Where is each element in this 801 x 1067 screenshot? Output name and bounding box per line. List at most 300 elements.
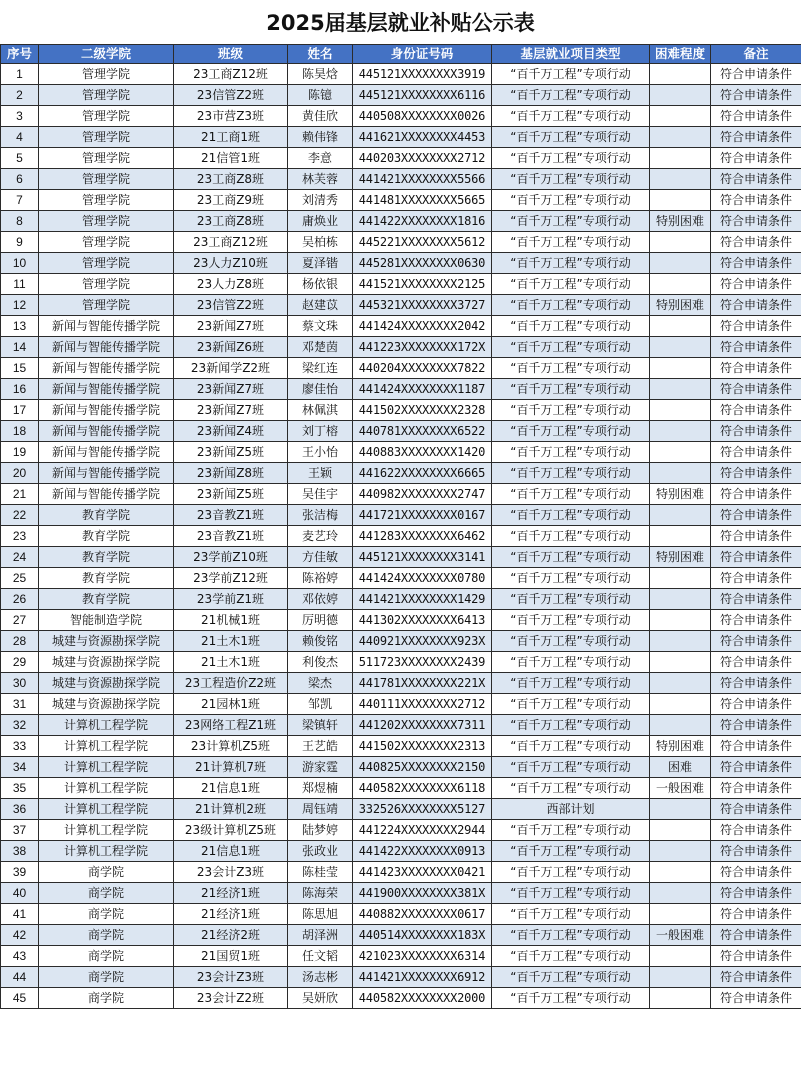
- cell-name[interactable]: 梁镇轩: [288, 715, 353, 736]
- cell-id-number[interactable]: 445121XXXXXXXX3141: [353, 547, 492, 568]
- cell-difficulty[interactable]: [650, 253, 711, 274]
- cell-college[interactable]: 教育学院: [39, 526, 174, 547]
- cell-name[interactable]: 吴妍欣: [288, 988, 353, 1009]
- cell-project-type[interactable]: “百千万工程”专项行动: [492, 316, 650, 337]
- cell-project-type[interactable]: “百千万工程”专项行动: [492, 946, 650, 967]
- cell-name[interactable]: 张政业: [288, 841, 353, 862]
- header-index[interactable]: 序号: [1, 45, 39, 64]
- cell-name[interactable]: 方佳敏: [288, 547, 353, 568]
- cell-difficulty[interactable]: [650, 463, 711, 484]
- cell-difficulty[interactable]: [650, 652, 711, 673]
- cell-project-type[interactable]: “百千万工程”专项行动: [492, 64, 650, 85]
- cell-id-number[interactable]: 421023XXXXXXXX6314: [353, 946, 492, 967]
- cell-index[interactable]: 27: [1, 610, 39, 631]
- cell-project-type[interactable]: “百千万工程”专项行动: [492, 778, 650, 799]
- cell-index[interactable]: 28: [1, 631, 39, 652]
- cell-project-type[interactable]: “百千万工程”专项行动: [492, 547, 650, 568]
- cell-class[interactable]: 23市营Z3班: [174, 106, 288, 127]
- cell-name[interactable]: 赖伟锋: [288, 127, 353, 148]
- cell-remarks[interactable]: 符合申请条件: [711, 253, 801, 274]
- cell-id-number[interactable]: 511723XXXXXXXX2439: [353, 652, 492, 673]
- cell-class[interactable]: 23学前Z10班: [174, 547, 288, 568]
- cell-difficulty[interactable]: [650, 589, 711, 610]
- cell-name[interactable]: 汤志彬: [288, 967, 353, 988]
- cell-college[interactable]: 城建与资源勘探学院: [39, 631, 174, 652]
- cell-name[interactable]: 李意: [288, 148, 353, 169]
- cell-name[interactable]: 周钰靖: [288, 799, 353, 820]
- cell-name[interactable]: 陈桂莹: [288, 862, 353, 883]
- cell-difficulty[interactable]: [650, 694, 711, 715]
- cell-difficulty[interactable]: 一般困难: [650, 778, 711, 799]
- cell-college[interactable]: 管理学院: [39, 169, 174, 190]
- cell-id-number[interactable]: 441424XXXXXXXX2042: [353, 316, 492, 337]
- cell-difficulty[interactable]: [650, 358, 711, 379]
- cell-project-type[interactable]: “百千万工程”专项行动: [492, 169, 650, 190]
- cell-id-number[interactable]: 441424XXXXXXXX0780: [353, 568, 492, 589]
- cell-college[interactable]: 管理学院: [39, 295, 174, 316]
- cell-project-type[interactable]: “百千万工程”专项行动: [492, 127, 650, 148]
- cell-college[interactable]: 商学院: [39, 946, 174, 967]
- cell-class[interactable]: 23信管Z2班: [174, 85, 288, 106]
- cell-college[interactable]: 计算机工程学院: [39, 841, 174, 862]
- cell-index[interactable]: 31: [1, 694, 39, 715]
- cell-remarks[interactable]: 符合申请条件: [711, 547, 801, 568]
- cell-college[interactable]: 管理学院: [39, 253, 174, 274]
- cell-project-type[interactable]: “百千万工程”专项行动: [492, 820, 650, 841]
- cell-id-number[interactable]: 441422XXXXXXXX1816: [353, 211, 492, 232]
- cell-college[interactable]: 商学院: [39, 883, 174, 904]
- cell-difficulty[interactable]: [650, 715, 711, 736]
- cell-class[interactable]: 23工商Z8班: [174, 169, 288, 190]
- cell-index[interactable]: 36: [1, 799, 39, 820]
- cell-name[interactable]: 赵建苡: [288, 295, 353, 316]
- cell-name[interactable]: 张洁梅: [288, 505, 353, 526]
- cell-remarks[interactable]: 符合申请条件: [711, 883, 801, 904]
- cell-remarks[interactable]: 符合申请条件: [711, 463, 801, 484]
- cell-index[interactable]: 22: [1, 505, 39, 526]
- cell-difficulty[interactable]: [650, 148, 711, 169]
- cell-class[interactable]: 23会计Z3班: [174, 862, 288, 883]
- cell-college[interactable]: 新闻与智能传播学院: [39, 421, 174, 442]
- cell-id-number[interactable]: 441302XXXXXXXX6413: [353, 610, 492, 631]
- cell-name[interactable]: 麦艺玲: [288, 526, 353, 547]
- cell-remarks[interactable]: 符合申请条件: [711, 211, 801, 232]
- cell-name[interactable]: 胡泽洲: [288, 925, 353, 946]
- cell-id-number[interactable]: 445321XXXXXXXX3727: [353, 295, 492, 316]
- cell-id-number[interactable]: 332526XXXXXXXX5127: [353, 799, 492, 820]
- cell-class[interactable]: 23工商Z8班: [174, 211, 288, 232]
- cell-class[interactable]: 23会计Z3班: [174, 967, 288, 988]
- cell-class[interactable]: 23新闻Z4班: [174, 421, 288, 442]
- cell-college[interactable]: 新闻与智能传播学院: [39, 337, 174, 358]
- cell-class[interactable]: 21园林1班: [174, 694, 288, 715]
- cell-class[interactable]: 21经济1班: [174, 883, 288, 904]
- cell-remarks[interactable]: 符合申请条件: [711, 736, 801, 757]
- cell-project-type[interactable]: “百千万工程”专项行动: [492, 148, 650, 169]
- cell-project-type[interactable]: “百千万工程”专项行动: [492, 106, 650, 127]
- cell-difficulty[interactable]: [650, 841, 711, 862]
- cell-college[interactable]: 管理学院: [39, 232, 174, 253]
- cell-difficulty[interactable]: [650, 883, 711, 904]
- cell-college[interactable]: 商学院: [39, 862, 174, 883]
- cell-class[interactable]: 21土木1班: [174, 652, 288, 673]
- cell-name[interactable]: 王颖: [288, 463, 353, 484]
- cell-difficulty[interactable]: 特别困难: [650, 295, 711, 316]
- header-project-type[interactable]: 基层就业项目类型: [492, 45, 650, 64]
- cell-college[interactable]: 管理学院: [39, 211, 174, 232]
- cell-college[interactable]: 城建与资源勘探学院: [39, 673, 174, 694]
- cell-college[interactable]: 新闻与智能传播学院: [39, 484, 174, 505]
- cell-class[interactable]: 21工商1班: [174, 127, 288, 148]
- cell-remarks[interactable]: 符合申请条件: [711, 967, 801, 988]
- cell-name[interactable]: 陈思旭: [288, 904, 353, 925]
- cell-project-type[interactable]: “百千万工程”专项行动: [492, 505, 650, 526]
- cell-class[interactable]: 23新闻Z7班: [174, 316, 288, 337]
- cell-remarks[interactable]: 符合申请条件: [711, 652, 801, 673]
- cell-college[interactable]: 商学院: [39, 925, 174, 946]
- cell-project-type[interactable]: “百千万工程”专项行动: [492, 379, 650, 400]
- cell-id-number[interactable]: 440508XXXXXXXX0026: [353, 106, 492, 127]
- cell-index[interactable]: 29: [1, 652, 39, 673]
- cell-remarks[interactable]: 符合申请条件: [711, 820, 801, 841]
- cell-id-number[interactable]: 441424XXXXXXXX1187: [353, 379, 492, 400]
- cell-project-type[interactable]: “百千万工程”专项行动: [492, 211, 650, 232]
- cell-remarks[interactable]: 符合申请条件: [711, 85, 801, 106]
- cell-class[interactable]: 21信管1班: [174, 148, 288, 169]
- cell-college[interactable]: 管理学院: [39, 274, 174, 295]
- cell-index[interactable]: 7: [1, 190, 39, 211]
- cell-class[interactable]: 23网络工程Z1班: [174, 715, 288, 736]
- cell-project-type[interactable]: “百千万工程”专项行动: [492, 85, 650, 106]
- cell-difficulty[interactable]: [650, 568, 711, 589]
- cell-id-number[interactable]: 441721XXXXXXXX0167: [353, 505, 492, 526]
- cell-name[interactable]: 王艺皓: [288, 736, 353, 757]
- cell-id-number[interactable]: 440982XXXXXXXX2747: [353, 484, 492, 505]
- cell-project-type[interactable]: “百千万工程”专项行动: [492, 673, 650, 694]
- cell-index[interactable]: 8: [1, 211, 39, 232]
- cell-id-number[interactable]: 441421XXXXXXXX6912: [353, 967, 492, 988]
- cell-remarks[interactable]: 符合申请条件: [711, 757, 801, 778]
- cell-remarks[interactable]: 符合申请条件: [711, 127, 801, 148]
- cell-remarks[interactable]: 符合申请条件: [711, 232, 801, 253]
- cell-class[interactable]: 23新闻学Z2班: [174, 358, 288, 379]
- cell-name[interactable]: 王小怡: [288, 442, 353, 463]
- cell-remarks[interactable]: 符合申请条件: [711, 442, 801, 463]
- cell-difficulty[interactable]: 困难: [650, 757, 711, 778]
- header-difficulty[interactable]: 困难程度: [650, 45, 711, 64]
- cell-college[interactable]: 管理学院: [39, 85, 174, 106]
- cell-difficulty[interactable]: [650, 526, 711, 547]
- cell-name[interactable]: 任文韬: [288, 946, 353, 967]
- cell-index[interactable]: 44: [1, 967, 39, 988]
- cell-college[interactable]: 教育学院: [39, 589, 174, 610]
- cell-id-number[interactable]: 445221XXXXXXXX5612: [353, 232, 492, 253]
- cell-project-type[interactable]: “百千万工程”专项行动: [492, 400, 650, 421]
- cell-college[interactable]: 新闻与智能传播学院: [39, 316, 174, 337]
- cell-class[interactable]: 23级计算机Z5班: [174, 820, 288, 841]
- cell-remarks[interactable]: 符合申请条件: [711, 295, 801, 316]
- cell-project-type[interactable]: “百千万工程”专项行动: [492, 568, 650, 589]
- cell-project-type[interactable]: “百千万工程”专项行动: [492, 421, 650, 442]
- cell-remarks[interactable]: 符合申请条件: [711, 778, 801, 799]
- cell-project-type[interactable]: “百千万工程”专项行动: [492, 694, 650, 715]
- cell-name[interactable]: 陈裕婷: [288, 568, 353, 589]
- cell-index[interactable]: 20: [1, 463, 39, 484]
- cell-id-number[interactable]: 441621XXXXXXXX4453: [353, 127, 492, 148]
- cell-project-type[interactable]: “百千万工程”专项行动: [492, 883, 650, 904]
- cell-college[interactable]: 新闻与智能传播学院: [39, 400, 174, 421]
- cell-id-number[interactable]: 441283XXXXXXXX6462: [353, 526, 492, 547]
- cell-remarks[interactable]: 符合申请条件: [711, 106, 801, 127]
- cell-remarks[interactable]: 符合申请条件: [711, 568, 801, 589]
- cell-remarks[interactable]: 符合申请条件: [711, 274, 801, 295]
- cell-name[interactable]: 庸焕业: [288, 211, 353, 232]
- cell-project-type[interactable]: “百千万工程”专项行动: [492, 358, 650, 379]
- cell-college[interactable]: 商学院: [39, 967, 174, 988]
- cell-remarks[interactable]: 符合申请条件: [711, 358, 801, 379]
- cell-college[interactable]: 新闻与智能传播学院: [39, 358, 174, 379]
- cell-index[interactable]: 25: [1, 568, 39, 589]
- cell-project-type[interactable]: “百千万工程”专项行动: [492, 904, 650, 925]
- cell-class[interactable]: 23新闻Z6班: [174, 337, 288, 358]
- cell-difficulty[interactable]: [650, 85, 711, 106]
- cell-id-number[interactable]: 440883XXXXXXXX1420: [353, 442, 492, 463]
- cell-college[interactable]: 商学院: [39, 904, 174, 925]
- cell-difficulty[interactable]: [650, 988, 711, 1009]
- cell-project-type[interactable]: “百千万工程”专项行动: [492, 631, 650, 652]
- cell-name[interactable]: 刘丁榕: [288, 421, 353, 442]
- cell-class[interactable]: 23学前Z1班: [174, 589, 288, 610]
- cell-index[interactable]: 1: [1, 64, 39, 85]
- cell-college[interactable]: 管理学院: [39, 127, 174, 148]
- cell-project-type[interactable]: “百千万工程”专项行动: [492, 190, 650, 211]
- cell-difficulty[interactable]: [650, 316, 711, 337]
- cell-difficulty[interactable]: 特别困难: [650, 484, 711, 505]
- cell-project-type[interactable]: “百千万工程”专项行动: [492, 757, 650, 778]
- cell-index[interactable]: 43: [1, 946, 39, 967]
- cell-project-type[interactable]: “百千万工程”专项行动: [492, 253, 650, 274]
- cell-remarks[interactable]: 符合申请条件: [711, 484, 801, 505]
- cell-name[interactable]: 陈镱: [288, 85, 353, 106]
- header-college[interactable]: 二级学院: [39, 45, 174, 64]
- cell-index[interactable]: 9: [1, 232, 39, 253]
- cell-index[interactable]: 23: [1, 526, 39, 547]
- cell-college[interactable]: 教育学院: [39, 568, 174, 589]
- cell-difficulty[interactable]: 一般困难: [650, 925, 711, 946]
- cell-name[interactable]: 杨依银: [288, 274, 353, 295]
- cell-index[interactable]: 15: [1, 358, 39, 379]
- cell-difficulty[interactable]: [650, 274, 711, 295]
- cell-remarks[interactable]: 符合申请条件: [711, 715, 801, 736]
- header-name[interactable]: 姓名: [288, 45, 353, 64]
- cell-id-number[interactable]: 441421XXXXXXXX1429: [353, 589, 492, 610]
- cell-difficulty[interactable]: [650, 673, 711, 694]
- cell-name[interactable]: 林芙蓉: [288, 169, 353, 190]
- cell-project-type[interactable]: “百千万工程”专项行动: [492, 988, 650, 1009]
- cell-class[interactable]: 21机械1班: [174, 610, 288, 631]
- cell-index[interactable]: 12: [1, 295, 39, 316]
- cell-name[interactable]: 廖佳怡: [288, 379, 353, 400]
- cell-class[interactable]: 23音教Z1班: [174, 526, 288, 547]
- cell-name[interactable]: 蔡文珠: [288, 316, 353, 337]
- cell-project-type[interactable]: “百千万工程”专项行动: [492, 337, 650, 358]
- cell-college[interactable]: 新闻与智能传播学院: [39, 463, 174, 484]
- cell-difficulty[interactable]: [650, 379, 711, 400]
- cell-remarks[interactable]: 符合申请条件: [711, 505, 801, 526]
- cell-id-number[interactable]: 440582XXXXXXXX6118: [353, 778, 492, 799]
- cell-id-number[interactable]: 441502XXXXXXXX2313: [353, 736, 492, 757]
- cell-project-type[interactable]: “百千万工程”专项行动: [492, 967, 650, 988]
- cell-id-number[interactable]: 445281XXXXXXXX0630: [353, 253, 492, 274]
- cell-index[interactable]: 39: [1, 862, 39, 883]
- cell-college[interactable]: 计算机工程学院: [39, 736, 174, 757]
- cell-index[interactable]: 14: [1, 337, 39, 358]
- cell-college[interactable]: 新闻与智能传播学院: [39, 442, 174, 463]
- header-id-number[interactable]: 身份证号码: [353, 45, 492, 64]
- cell-id-number[interactable]: 441224XXXXXXXX2944: [353, 820, 492, 841]
- cell-project-type[interactable]: “百千万工程”专项行动: [492, 862, 650, 883]
- cell-difficulty[interactable]: [650, 610, 711, 631]
- cell-difficulty[interactable]: [650, 862, 711, 883]
- cell-difficulty[interactable]: [650, 820, 711, 841]
- cell-difficulty[interactable]: [650, 799, 711, 820]
- cell-project-type[interactable]: “百千万工程”专项行动: [492, 232, 650, 253]
- cell-class[interactable]: 23信管Z2班: [174, 295, 288, 316]
- cell-index[interactable]: 45: [1, 988, 39, 1009]
- cell-class[interactable]: 21经济2班: [174, 925, 288, 946]
- cell-difficulty[interactable]: [650, 904, 711, 925]
- cell-remarks[interactable]: 符合申请条件: [711, 904, 801, 925]
- cell-id-number[interactable]: 445121XXXXXXXX3919: [353, 64, 492, 85]
- cell-remarks[interactable]: 符合申请条件: [711, 862, 801, 883]
- cell-id-number[interactable]: 440514XXXXXXXX183X: [353, 925, 492, 946]
- cell-name[interactable]: 林佩淇: [288, 400, 353, 421]
- cell-id-number[interactable]: 440781XXXXXXXX6522: [353, 421, 492, 442]
- cell-name[interactable]: 黄佳欣: [288, 106, 353, 127]
- cell-project-type[interactable]: “百千万工程”专项行动: [492, 442, 650, 463]
- cell-id-number[interactable]: 445121XXXXXXXX6116: [353, 85, 492, 106]
- cell-project-type[interactable]: “百千万工程”专项行动: [492, 652, 650, 673]
- cell-difficulty[interactable]: [650, 631, 711, 652]
- cell-id-number[interactable]: 440921XXXXXXXX923X: [353, 631, 492, 652]
- cell-difficulty[interactable]: [650, 400, 711, 421]
- cell-remarks[interactable]: 符合申请条件: [711, 946, 801, 967]
- cell-project-type[interactable]: “百千万工程”专项行动: [492, 715, 650, 736]
- cell-project-type[interactable]: “百千万工程”专项行动: [492, 484, 650, 505]
- cell-index[interactable]: 3: [1, 106, 39, 127]
- cell-id-number[interactable]: 441202XXXXXXXX7311: [353, 715, 492, 736]
- cell-college[interactable]: 城建与资源勘探学院: [39, 694, 174, 715]
- cell-name[interactable]: 梁红连: [288, 358, 353, 379]
- cell-index[interactable]: 10: [1, 253, 39, 274]
- cell-difficulty[interactable]: [650, 169, 711, 190]
- cell-college[interactable]: 新闻与智能传播学院: [39, 379, 174, 400]
- cell-remarks[interactable]: 符合申请条件: [711, 169, 801, 190]
- cell-id-number[interactable]: 440203XXXXXXXX2712: [353, 148, 492, 169]
- cell-college[interactable]: 管理学院: [39, 106, 174, 127]
- cell-id-number[interactable]: 441781XXXXXXXX221X: [353, 673, 492, 694]
- cell-id-number[interactable]: 440111XXXXXXXX2712: [353, 694, 492, 715]
- cell-remarks[interactable]: 符合申请条件: [711, 841, 801, 862]
- cell-index[interactable]: 26: [1, 589, 39, 610]
- cell-class[interactable]: 23新闻Z5班: [174, 442, 288, 463]
- cell-id-number[interactable]: 441521XXXXXXXX2125: [353, 274, 492, 295]
- cell-difficulty[interactable]: [650, 232, 711, 253]
- cell-remarks[interactable]: 符合申请条件: [711, 526, 801, 547]
- cell-college[interactable]: 管理学院: [39, 64, 174, 85]
- cell-index[interactable]: 11: [1, 274, 39, 295]
- cell-project-type[interactable]: “百千万工程”专项行动: [492, 526, 650, 547]
- cell-difficulty[interactable]: [650, 505, 711, 526]
- cell-remarks[interactable]: 符合申请条件: [711, 148, 801, 169]
- cell-index[interactable]: 21: [1, 484, 39, 505]
- cell-college[interactable]: 计算机工程学院: [39, 715, 174, 736]
- cell-class[interactable]: 23人力Z10班: [174, 253, 288, 274]
- cell-remarks[interactable]: 符合申请条件: [711, 64, 801, 85]
- cell-id-number[interactable]: 441421XXXXXXXX5566: [353, 169, 492, 190]
- cell-project-type[interactable]: “百千万工程”专项行动: [492, 463, 650, 484]
- cell-id-number[interactable]: 440204XXXXXXXX7822: [353, 358, 492, 379]
- cell-id-number[interactable]: 440882XXXXXXXX0617: [353, 904, 492, 925]
- cell-id-number[interactable]: 441223XXXXXXXX172X: [353, 337, 492, 358]
- cell-class[interactable]: 21经济1班: [174, 904, 288, 925]
- cell-difficulty[interactable]: [650, 337, 711, 358]
- cell-difficulty[interactable]: [650, 421, 711, 442]
- cell-index[interactable]: 24: [1, 547, 39, 568]
- cell-index[interactable]: 5: [1, 148, 39, 169]
- cell-id-number[interactable]: 441900XXXXXXXX381X: [353, 883, 492, 904]
- cell-class[interactable]: 23计算机Z5班: [174, 736, 288, 757]
- cell-difficulty[interactable]: [650, 946, 711, 967]
- cell-index[interactable]: 6: [1, 169, 39, 190]
- cell-index[interactable]: 32: [1, 715, 39, 736]
- cell-index[interactable]: 35: [1, 778, 39, 799]
- cell-id-number[interactable]: 441481XXXXXXXX5665: [353, 190, 492, 211]
- cell-remarks[interactable]: 符合申请条件: [711, 988, 801, 1009]
- cell-remarks[interactable]: 符合申请条件: [711, 925, 801, 946]
- cell-college[interactable]: 智能制造学院: [39, 610, 174, 631]
- cell-remarks[interactable]: 符合申请条件: [711, 400, 801, 421]
- cell-index[interactable]: 4: [1, 127, 39, 148]
- cell-id-number[interactable]: 441622XXXXXXXX6665: [353, 463, 492, 484]
- cell-project-type[interactable]: “百千万工程”专项行动: [492, 274, 650, 295]
- cell-college[interactable]: 管理学院: [39, 148, 174, 169]
- cell-class[interactable]: 23新闻Z5班: [174, 484, 288, 505]
- cell-project-type[interactable]: “百千万工程”专项行动: [492, 295, 650, 316]
- cell-class[interactable]: 23新闻Z7班: [174, 400, 288, 421]
- cell-name[interactable]: 夏泽锴: [288, 253, 353, 274]
- cell-remarks[interactable]: 符合申请条件: [711, 610, 801, 631]
- cell-remarks[interactable]: 符合申请条件: [711, 379, 801, 400]
- cell-name[interactable]: 刘清秀: [288, 190, 353, 211]
- cell-name[interactable]: 梁杰: [288, 673, 353, 694]
- cell-difficulty[interactable]: [650, 190, 711, 211]
- cell-project-type[interactable]: “百千万工程”专项行动: [492, 610, 650, 631]
- cell-class[interactable]: 23新闻Z7班: [174, 379, 288, 400]
- cell-id-number[interactable]: 440582XXXXXXXX2000: [353, 988, 492, 1009]
- cell-id-number[interactable]: 440825XXXXXXXX2150: [353, 757, 492, 778]
- cell-index[interactable]: 19: [1, 442, 39, 463]
- cell-class[interactable]: 23会计Z2班: [174, 988, 288, 1009]
- cell-class[interactable]: 23工程造价Z2班: [174, 673, 288, 694]
- cell-remarks[interactable]: 符合申请条件: [711, 190, 801, 211]
- cell-name[interactable]: 陈海荣: [288, 883, 353, 904]
- cell-class[interactable]: 23工商Z12班: [174, 232, 288, 253]
- cell-class[interactable]: 23新闻Z8班: [174, 463, 288, 484]
- cell-college[interactable]: 管理学院: [39, 190, 174, 211]
- cell-difficulty[interactable]: 特别困难: [650, 211, 711, 232]
- cell-college[interactable]: 教育学院: [39, 547, 174, 568]
